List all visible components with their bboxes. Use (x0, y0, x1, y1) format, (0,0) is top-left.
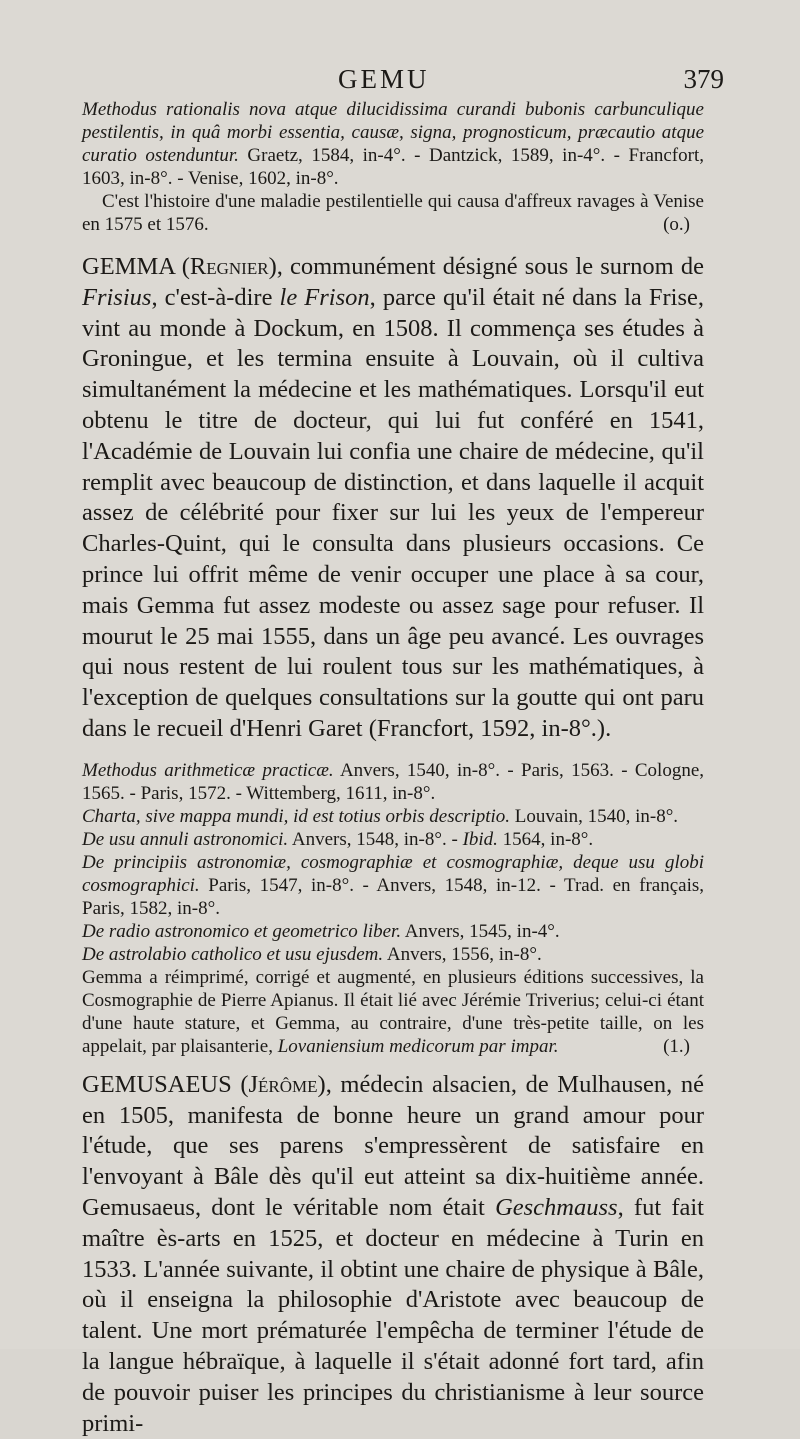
intro-citation-title: Methodus rationalis nova atque dilucidissima curandi bubonis carbunculique pestilentis, in quâ morbi essentia, causæ, signa, prognosticum, præcautio atque curatio ostenduntur. (82, 99, 704, 166)
work-item: De usu annuli astronomici. Anvers, 1548, in-8°. - Ibid. 1564, in-8°. (82, 828, 594, 850)
intro-block (82, 98, 704, 236)
intro-citation (82, 98, 704, 190)
work-item: De radio astronomico et geometrico liber. Anvers, 1545, in-4°. (82, 920, 560, 942)
gemma-first-name: Regnier (189, 253, 269, 280)
work-item: De principiis astronomiæ, cosmographiæ et cosmographiæ, deque usu globi cosmographici. Paris, 1547, in-8°. - Anvers, 1548, in-12. - Trad. en français, Paris, 1582, in-8°. (82, 851, 704, 919)
work-item: Methodus arithmeticæ practicæ. Anvers, 1540, in-8°. - Paris, 1563. - Cologne, 1565. - Paris, 1572. - Wittemberg, 1611, in-8°. (82, 759, 704, 804)
running-head: GEMU (338, 64, 430, 94)
gemma-signature: (1.) (663, 1035, 690, 1057)
gemusaeus-first-name: Jérôme (248, 1070, 318, 1098)
gemusaeus-entry: GEMUSAEUS (Jérôme), médecin alsacien, de Mulhausen, né en 1505, manifesta de bonne heure un grand amour pour l'étude, que ses parens s'empressèrent de satisfaire en l'envoyant à Bâle dès qu'il eut atteint sa dix-huitième année. Gemusaeus, dont le véritable nom était Geschmauss, fut fait maître ès-arts en 1525, et docteur en médecine à Turin en 1533. L'année suivante, il obtint une chaire de physique à Bâle, où il enseigna la philosophie d'Aristote avec beaucoup de talent. Une mort prématurée l'empêcha de terminer l'étude de la langue hébraïque, à laquelle il s'était adonné fort tard, afin de pouvoir puiser les principes du christianisme à leur source primi- (82, 1070, 704, 1437)
work-item: De astrolabio catholico et usu ejusdem. Anvers, 1556, in-8°. (82, 943, 542, 965)
gemma-note: Gemma a réimprimé, corrigé et augmenté, en plusieurs éditions successives, la Cosmographie de Pierre Apianus. Il était lié avec Jérémie Triverius; celui-ci étant d'une haute stature, et Gemma, au contraire, d'une très-petite taille, on les appelait, par plaisanterie, Lovaniensium medicorum par impar. (1.) (82, 966, 704, 1057)
page-header (82, 58, 724, 98)
gemma-entry: GEMMA (Regnier), communément désigné sous le surnom de Frisius, c'est-à-dire le Frison, parce qu'il était né dans la Frise, vint au monde à Dockum, en 1508. Il commença ses études à Groningue, et les termina ensuite à Louvain, où il cultiva simultanément la médecine et les mathématiques. Lorsqu'il eut obtenu le titre de docteur, qui lui fut conféré en 1541, l'Académie de Louvain lui confia une chaire de médecine, qu'il remplit avec beaucoup de distinction, et dans laquelle il acquit assez de célébrité pour fixer sur lui les yeux de l'empereur Charles-Quint, qui le consulta dans plusieurs occasions. Ce prince lui offrit même de venir occuper une place à sa cour, mais Gemma fut assez modeste ou assez sage pour refuser. Il mourut le 25 mai 1555, dans un âge peu avancé. Les ouvrages qui nous restent de lui roulent tous sur les mathématiques, à l'exception de quelques consultations sur la goutte qui ont paru dans le recueil d'Henri Garet (Francfort, 1592, in-8°.). (82, 253, 704, 742)
intro-citation-rest: Graetz, 1584, in-4°. - Dantzick, 1589, in-4°. - Francfort, 1603, in-8°. - Venise, 1602, in-8°. (82, 145, 704, 189)
work-item: Charta, sive mappa mundi, id est totius orbis descriptio. Louvain, 1540, in-8°. (82, 805, 679, 827)
gemma-le-frison: le Frison (279, 283, 370, 311)
gemusaeus-real-name: Geschmauss (495, 1193, 618, 1221)
gemma-name: GEMMA (82, 253, 175, 280)
gemma-note-italic: Lovaniensium medicorum par impar. (277, 1035, 559, 1057)
gemma-surname: Frisius (82, 283, 152, 311)
intro-signature: (o.) (663, 214, 690, 235)
gemma-works (82, 759, 704, 1058)
intro-note: C'est l'histoire d'une maladie pestilentielle qui causa d'affreux ravages à Venise en 1575 et 1576. (o.) (82, 191, 704, 235)
gemusaeus-name: GEMUSAEUS (82, 1070, 232, 1098)
page-number: 379 (683, 64, 724, 94)
